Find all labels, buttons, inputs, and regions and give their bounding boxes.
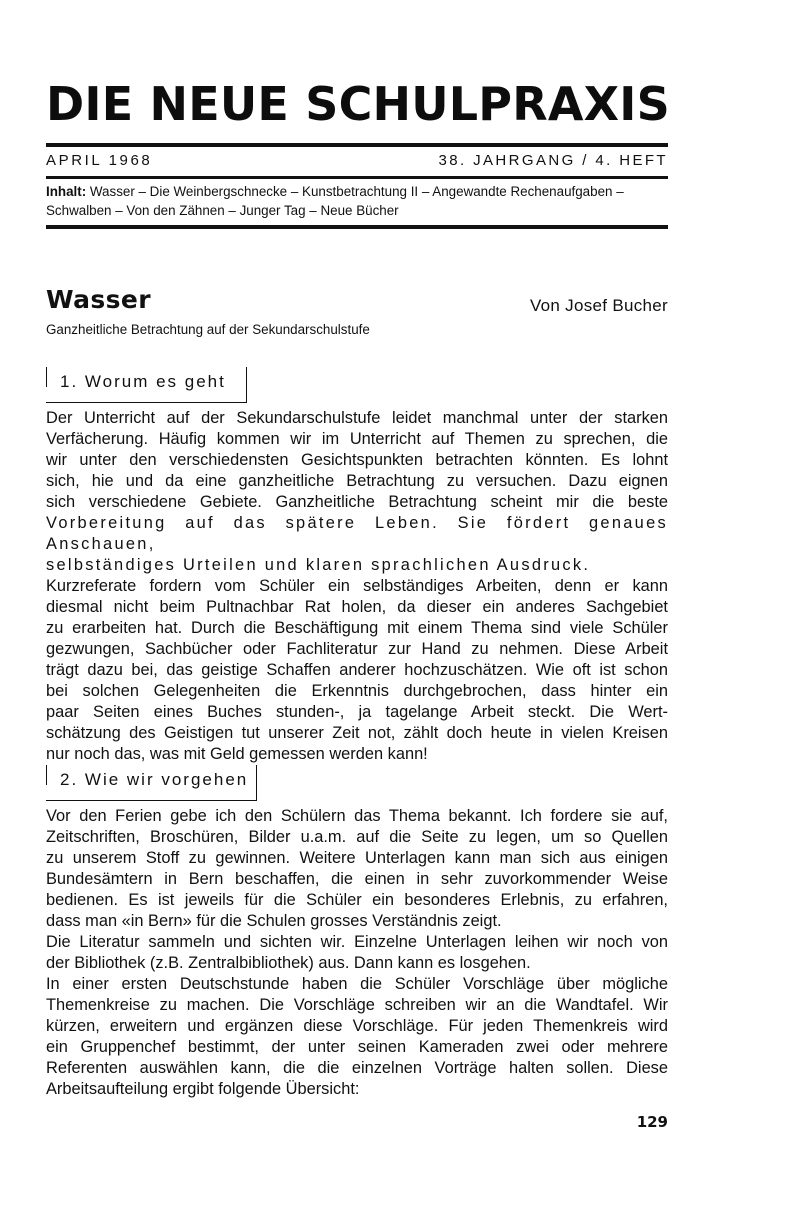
text-line: sich verschiedene Gebiete. Ganzheitliche Betrachtung scheint mir die beste bbox=[46, 493, 668, 511]
text-line: Referenten auswählen kann, die die einzelnen Vorträge halten sollen. Diese bbox=[46, 1059, 668, 1077]
text-line: der Bibliothek (z.B. Zentralbibliothek) aus. Dann kann es losgehen. bbox=[46, 954, 531, 972]
text-line: zu erarbeiten hat. Durch die Beschäftigung mit einem Thema sind viele Schüler bbox=[46, 619, 668, 637]
text-line: Themenkreise zu machen. Die Vorschläge schreiben wir an die Wandtafel. Wir bbox=[46, 996, 668, 1014]
section-body-worum-es-geht bbox=[46, 408, 668, 765]
text-line: kürzen, erweitern und ergänzen diese Vorschläge. Für jeden Themenkreis wird bbox=[46, 1017, 668, 1035]
journal-title: DIE NEUE SCHULPRAXIS bbox=[46, 77, 670, 131]
text-line: Zeitschriften, Broschüren, Bilder u.a.m. auf die Seite zu legen, um so Quellen bbox=[46, 828, 668, 846]
section-heading-worum-es-geht: 1. Worum es geht bbox=[46, 367, 247, 403]
text-line: paar Seiten eines Buches stunden-, ja tagelange Arbeit steckt. Die Wert- bbox=[46, 703, 668, 721]
text-line: In einer ersten Deutschstunde haben die Schüler Vorschläge über mögliche bbox=[46, 975, 668, 993]
text-line: selbständiges Urteilen und klaren sprachlichen Ausdruck. bbox=[46, 556, 591, 574]
text-line: dass man «in Bern» für die Schulen grosses Verständnis zeigt. bbox=[46, 912, 502, 930]
issue-line bbox=[46, 150, 668, 172]
text-line: ein Gruppenchef bestimmt, der unter seinen Kameraden zwei oder mehrere bbox=[46, 1038, 668, 1056]
table-of-contents bbox=[46, 182, 668, 220]
text-line: Vorbereitung auf das spätere Leben. Sie fördert genaues Anschauen, bbox=[46, 514, 668, 553]
text-line: bei solchen Gelegenheiten die Erkenntnis durchgebrochen, dass hinter ein bbox=[46, 682, 668, 700]
article-author: Von Josef Bucher bbox=[529, 296, 668, 315]
text-line: Kurzreferate fordern vom Schüler ein selbständiges Arbeiten, denn er kann bbox=[46, 577, 668, 595]
section-body-wie-wir-vorgehen bbox=[46, 806, 668, 1100]
text-line: wir unter den verschiedensten Gesichtspunkten betrachten könnten. Es lohnt bbox=[46, 451, 668, 469]
text-line: Die Literatur sammeln und sichten wir. Einzelne Unterlagen leihen wir noch von bbox=[46, 933, 668, 951]
masthead-rule-top bbox=[46, 143, 668, 147]
article-subtitle: Ganzheitliche Betrachtung auf der Sekundarschulstufe bbox=[46, 322, 370, 337]
text-line: Vor den Ferien gebe ich den Schülern das Thema bekannt. Ich fordere sie auf, bbox=[46, 807, 668, 825]
article-title: Wasser bbox=[46, 285, 152, 314]
page-number: 129 bbox=[636, 1113, 668, 1131]
contents-line-1 bbox=[46, 182, 668, 201]
text-line: diesmal nicht beim Pultnachbar Rat holen, da dieser ein anderes Sachgebiet bbox=[46, 598, 668, 616]
text-line: Arbeitsaufteilung ergibt folgende Übersicht: bbox=[46, 1080, 360, 1098]
journal-page bbox=[46, 0, 668, 1221]
text-line: Bundesämtern in Bern beschaffen, die einen in sehr zuvorkommender Weise bbox=[46, 870, 668, 888]
text-line: zu unserem Stoff zu gewinnen. Weitere Unterlagen kann man sich aus einigen bbox=[46, 849, 668, 867]
text-line: schätzung des Geistigen tut unserer Zeit not, zählt doch heute in vielen Kreisen bbox=[46, 724, 668, 742]
masthead-rule-middle bbox=[46, 176, 668, 179]
issue-number: 38. JAHRGANG / 4. HEFT bbox=[438, 152, 668, 169]
contents-line-2: Schwalben – Von den Zähnen – Junger Tag – Neue Bücher bbox=[46, 203, 399, 218]
section-heading-wie-wir-vorgehen: 2. Wie wir vorgehen bbox=[46, 765, 257, 801]
text-line: Verfächerung. Häufig kommen wir im Unterricht auf Themen zu sprechen, die bbox=[46, 430, 668, 448]
text-line: trägt dazu bei, das geistige Schaffen anderer hochzuschätzen. Wie oft ist schon bbox=[46, 661, 668, 679]
masthead-rule-bottom bbox=[46, 225, 668, 229]
text-line: Der Unterricht auf der Sekundarschulstufe leidet manchmal unter der starken bbox=[46, 409, 668, 427]
text-line: sich, hie und da eine ganzheitliche Betrachtung zu versuchen. Dazu eignen bbox=[46, 472, 668, 490]
issue-date: APRIL 1968 bbox=[46, 152, 153, 169]
contents-label: Inhalt: bbox=[46, 184, 87, 199]
text-line: bedienen. Es ist jeweils für die Schüler ein besonderes Erlebnis, zu erfahren, bbox=[46, 891, 668, 909]
contents-text-1: Wasser – Die Weinbergschnecke – Kunstbetrachtung II – Angewandte Rechenaufgaben – bbox=[89, 184, 624, 199]
text-line: nur noch das, was mit Geld gemessen werden kann! bbox=[46, 745, 428, 763]
text-line: gezwungen, Sachbücher oder Fachliteratur zur Hand zu nehmen. Diese Arbeit bbox=[46, 640, 668, 658]
